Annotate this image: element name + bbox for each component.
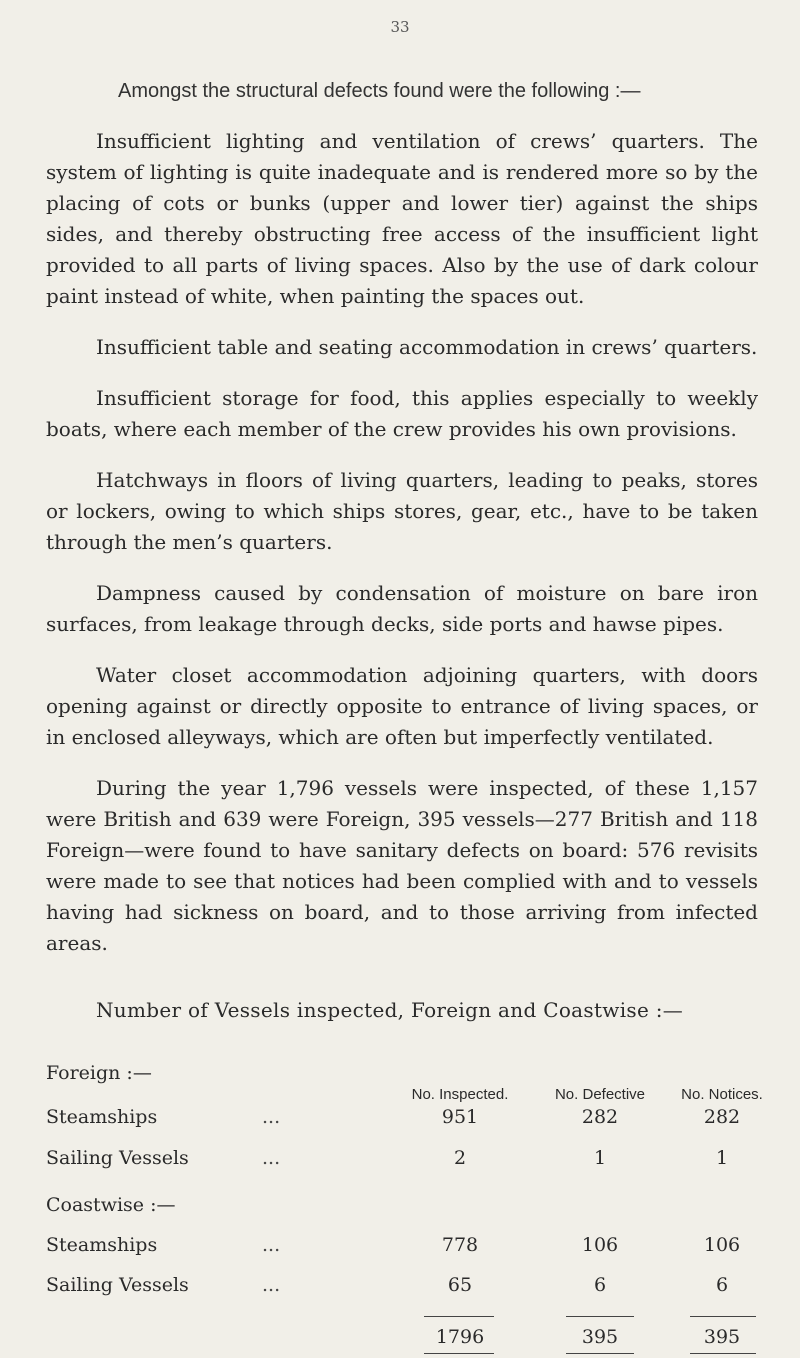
total-defective: 395 bbox=[581, 1326, 619, 1348]
column-header-notices: No. Notices. bbox=[681, 1086, 763, 1103]
section-title-coastwise: Coastwise :— bbox=[46, 1194, 176, 1216]
cell-coastwise-steamships-notices: 106 bbox=[703, 1234, 741, 1256]
intro-line: Amongst the structural defects found were the following :— bbox=[118, 80, 641, 102]
cell-foreign-sailing-inspected: 2 bbox=[453, 1147, 467, 1169]
column-header-defective: No. Defective bbox=[554, 1086, 646, 1103]
cell-coastwise-steamships-inspected: 778 bbox=[441, 1234, 479, 1256]
paragraph-hatchways: Hatchways in floors of living quarters, leading to peaks, stores or lockers, owing to which ships stores, gear, etc., have to be taken through the men’s quarters. bbox=[46, 468, 758, 554]
paragraph-storage: Insufficient storage for food, this applies especially to weekly boats, where each member of the crew provides his own provisions. bbox=[46, 386, 758, 441]
sum-rule bbox=[566, 1316, 634, 1317]
total-rule bbox=[690, 1353, 756, 1354]
cell-foreign-steamships-defective: 282 bbox=[581, 1106, 619, 1128]
cell-coastwise-sailing-defective: 6 bbox=[593, 1274, 607, 1296]
cell-coastwise-sailing-inspected: 65 bbox=[447, 1274, 473, 1296]
row-label-coastwise-sailing: Sailing Vessels bbox=[46, 1274, 189, 1296]
total-inspected: 1796 bbox=[435, 1326, 485, 1348]
cell-foreign-sailing-defective: 1 bbox=[593, 1147, 607, 1169]
row-dots: ... bbox=[262, 1234, 281, 1256]
cell-foreign-steamships-notices: 282 bbox=[703, 1106, 741, 1128]
row-dots: ... bbox=[262, 1147, 281, 1169]
page-number: 33 bbox=[390, 18, 410, 36]
paragraph-inspection-summary: During the year 1,796 vessels were inspected, of these 1,157 were British and 639 were Foreign, 395 vessels—277 British and 118 Foreign—were found to have sanitary defects on board: 576 revisits were made to see that notices had been complied with and to vessels having had sickness on board, and to those arriving from infected areas. bbox=[46, 776, 758, 955]
row-label-coastwise-steamships: Steamships bbox=[46, 1234, 158, 1256]
row-dots: ... bbox=[262, 1274, 281, 1296]
cell-foreign-sailing-notices: 1 bbox=[715, 1147, 729, 1169]
paragraph-seating: Insufficient table and seating accommodation in crews’ quarters. bbox=[96, 335, 758, 359]
column-header-inspected: No. Inspected. bbox=[411, 1086, 509, 1103]
row-label-foreign-steamships: Steamships bbox=[46, 1106, 158, 1128]
cell-foreign-steamships-inspected: 951 bbox=[441, 1106, 479, 1128]
body-text bbox=[46, 126, 758, 979]
row-dots: ... bbox=[262, 1106, 281, 1128]
section-title-foreign: Foreign :— bbox=[46, 1062, 152, 1084]
paragraph-water-closet: Water closet accommodation adjoining quarters, with doors opening against or directly opposite to entrance of living spaces, or in enclosed alleyways, which are often but imperfectly ventilated. bbox=[46, 663, 758, 749]
cell-coastwise-sailing-notices: 6 bbox=[715, 1274, 729, 1296]
cell-coastwise-steamships-defective: 106 bbox=[581, 1234, 619, 1256]
table-heading: Number of Vessels inspected, Foreign and Coastwise :— bbox=[96, 998, 684, 1022]
total-notices: 395 bbox=[703, 1326, 741, 1348]
total-rule bbox=[424, 1353, 494, 1354]
paragraph-dampness: Dampness caused by condensation of moisture on bare iron surfaces, from leakage through decks, side ports and hawse pipes. bbox=[46, 581, 758, 636]
total-rule bbox=[566, 1353, 634, 1354]
row-label-foreign-sailing: Sailing Vessels bbox=[46, 1147, 189, 1169]
sum-rule bbox=[690, 1316, 756, 1317]
paragraph-lighting: Insufficient lighting and ventilation of crews’ quarters. The system of lighting is quite inadequate and is rendered more so by the placing of cots or bunks (upper and lower tier) against the ships sides, and thereby obstructing free access of the insufficient light provided to all parts of living spaces. Also by the use of dark colour paint instead of white, when painting the spaces out. bbox=[46, 129, 758, 308]
sum-rule bbox=[424, 1316, 494, 1317]
